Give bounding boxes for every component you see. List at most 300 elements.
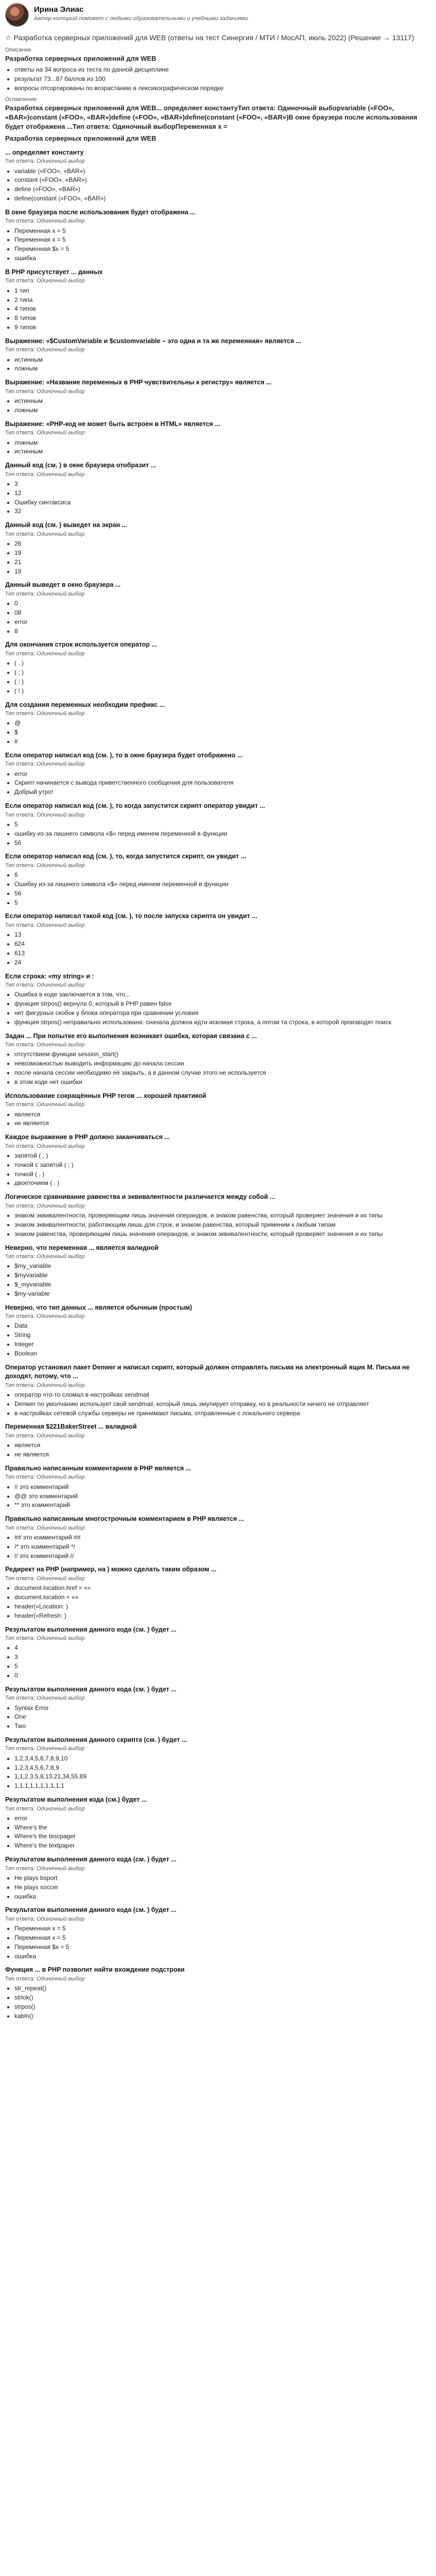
answer-type-value: Одиночный выбор [36, 347, 85, 353]
answer-option: • Syntax Error [14, 1704, 431, 1713]
question-title: Если оператор написал код (см. ), то в окне браузера будет отображено ... [5, 751, 243, 759]
answer-option: • Ошибку из-за лишнего символа «$» перед именем переменной в функции [14, 880, 431, 889]
answer-option: • 1 тип [14, 286, 431, 295]
answer-option: • ## это комментарий ## [14, 1533, 431, 1542]
description-list [5, 65, 431, 92]
answer-type [5, 710, 431, 718]
answer-option: • kabln() [14, 2012, 431, 2021]
answer-type-label: Тип ответа: [5, 1474, 37, 1481]
question-block [5, 1795, 431, 1850]
answer-type-value: Одиночный выбор [36, 650, 85, 657]
question-title: Неверно, что тип данных ... является обычным (простым) [5, 1303, 193, 1311]
answer-type [5, 1382, 431, 1389]
answer-option: • header(«Location: ) [14, 1602, 431, 1611]
answer-type-label: Тип ответа: [5, 1313, 37, 1320]
answer-type-value: Одиночный выбор [36, 1635, 85, 1642]
answer-option: • 5 [14, 820, 431, 829]
answer-option: • Переменная $x = 5 [14, 245, 431, 253]
answer-type-value: Одиночный выбор [36, 1474, 85, 1481]
answer-option: • # [14, 737, 431, 746]
answer-option: • 08 [14, 608, 431, 617]
answer-type-label: Тип ответа: [5, 1575, 37, 1582]
author-bio: Автор который поможет с любыми образовательными и учебными заданиями [34, 15, 248, 22]
answer-type [5, 1865, 431, 1873]
answer-type-value: Одиночный выбор [36, 1695, 85, 1702]
author-info [34, 3, 248, 23]
answer-option: • точкой ( . ) [14, 1170, 431, 1179]
answer-type-label: Тип ответа: [5, 1202, 37, 1209]
answer-type [5, 1313, 431, 1320]
answer-option: • error [14, 1814, 431, 1823]
question-block [5, 1685, 431, 1731]
answer-option: • 1,1,1,1,1,1,1,1,1,1 [14, 1782, 431, 1790]
answer-type-label: Тип ответа: [5, 1865, 37, 1872]
description-item: • результат 73...87 баллов из 100 [14, 75, 431, 83]
answer-type-label: Тип ответа: [5, 158, 37, 165]
answer-option: • /* это комментарий */ [14, 1543, 431, 1551]
answer-options [5, 1874, 431, 1901]
question-title: В PHP присутствует ... данных [5, 268, 103, 276]
answer-option: • функция strpos() неправильно использована: сначала должна идти искомая строка, а потом та строка, в которой производят поиск [14, 1018, 431, 1027]
answer-type [5, 531, 431, 538]
answer-option: • Ошибка в коде заключается в том, что... [14, 990, 431, 999]
answer-options [5, 1533, 431, 1560]
answer-type [5, 388, 431, 396]
answer-option: • является [14, 1110, 431, 1119]
answer-options [5, 1321, 431, 1358]
answer-option: • в этом коде нет ошибки [14, 1078, 431, 1087]
answer-option: • ** это комментарий [14, 1501, 431, 1510]
answer-option: • String [14, 1331, 431, 1340]
question-title: Данный выведет в окно браузера ... [5, 581, 121, 589]
question-block [5, 148, 431, 203]
answer-type-value: Одиночный выбор [36, 218, 85, 225]
answer-type-value: Одиночный выбор [36, 761, 85, 768]
answer-type [5, 1432, 431, 1440]
answer-type-value: Одиночный выбор [36, 1432, 85, 1439]
answer-option: • 13 [14, 930, 431, 939]
answer-option: • define(constant («FOO», «BAR») [14, 194, 431, 203]
answer-option: • истинным [14, 447, 431, 456]
question-title: Использование сокращённых PHP тегов ... хорошей практикой [5, 1092, 206, 1099]
answer-type [5, 862, 431, 870]
answer-options [5, 1483, 431, 1510]
question-title: Результатом выполнения данного кода (см. ) будет ... [5, 1906, 177, 1914]
question-title: Результатом выполнения данного кода (см. ) будет ... [5, 1685, 177, 1693]
answer-options [5, 1441, 431, 1459]
answer-option: • 8 [14, 627, 431, 636]
answer-options [5, 539, 431, 575]
answer-type [5, 471, 431, 479]
answer-type [5, 981, 431, 989]
toc-text: Разработка серверных приложений для WEB... определяет константуТип ответа: Одиночный выборvariable («FOO», «BAR»)constant («FOO», «BAR»)define («FOO», «BAR»)define(constant («FOO», «BAR»)В окне браузера после использования будет отображена ...Тип ответа: Одиночный выборПеременная x = [5, 104, 417, 131]
question-title: Задан ... При попытке его выполнения возникает ошибка, которая связана с ... [5, 1032, 257, 1040]
answer-type-label: Тип ответа: [5, 922, 37, 928]
question-title: ... определяет константу [5, 148, 84, 156]
answer-option: • Data [14, 1321, 431, 1330]
answer-option: • constant («FOO», «BAR») [14, 176, 431, 184]
answer-option: • ложным [14, 438, 431, 447]
answer-option: • ( : ) [14, 677, 431, 686]
answer-type [5, 1805, 431, 1813]
answer-options [5, 480, 431, 516]
question-block [5, 1736, 431, 1790]
answer-option: • One [14, 1713, 431, 1721]
answer-option: • 4 типов [14, 304, 431, 313]
answer-option: • strpos() [14, 2003, 431, 2011]
answer-option: • He plays soccer [14, 1883, 431, 1892]
question-title: Если оператор написал такой код (см. ), то после запуска скрипта он увидит ... [5, 912, 257, 920]
answer-option: • отсутствием функции session_start() [14, 1050, 431, 1059]
answer-type-value: Одиночный выбор [36, 1916, 85, 1922]
answer-option: • истинным [14, 397, 431, 405]
answer-type-value: Одиночный выбор [36, 590, 85, 597]
question-title: Выражение: «PHP-код не может быть встроен в HTML» является ... [5, 420, 220, 428]
answer-type [5, 1694, 431, 1702]
answer-type-label: Тип ответа: [5, 1382, 37, 1388]
answer-type-label: Тип ответа: [5, 1042, 37, 1048]
answer-options [5, 1704, 431, 1731]
question-title: Если оператор написал код (см. ), то, когда запустится скрипт, он увидит ... [5, 853, 247, 860]
answer-type-value: Одиночный выбор [36, 862, 85, 869]
answer-option: • знаком эквивалентности, проверяющим лишь значения операндов, и знаком равенства, который проверяет значения и их типы [14, 1211, 431, 1220]
answer-option: • header(«Refresh: ) [14, 1612, 431, 1620]
answer-type-label: Тип ответа: [5, 862, 37, 869]
question-block [5, 420, 431, 456]
answer-type [5, 217, 431, 225]
answer-option: • 4 [14, 1643, 431, 1652]
answer-options [5, 659, 431, 695]
answer-type [5, 590, 431, 598]
answer-option: • оператор что-то сломал в настройках sendmail [14, 1391, 431, 1399]
answer-option: • $my_variable [14, 1262, 431, 1270]
document-title: ☆ Разработка серверных приложений для WEB (ответы на тест Синергия / МТИ / МосАП, июль 2022) (Решение → 13117) [5, 33, 414, 42]
question-title: Редирект на PHP (например, на ) можно сделать таким образом ... [5, 1566, 217, 1573]
question-title: Результатом выполнения кода (см.) будет ... [5, 1796, 147, 1803]
question-title: Правильно написанным многострочным комментарием в PHP является ... [5, 1515, 245, 1523]
description-item: • ответы на 34 вопроса из теста по данной дисциплине [14, 65, 431, 74]
question-title: Данный код (см. ) выведет на экран ... [5, 521, 128, 529]
question-title: Неверно, что переменная ... является валидной [5, 1244, 159, 1251]
answer-type-value: Одиночный выбор [36, 1101, 85, 1108]
answer-option: • error [14, 618, 431, 626]
answer-type [5, 1253, 431, 1261]
answer-type-label: Тип ответа: [5, 1695, 37, 1702]
answer-type [5, 158, 431, 165]
question-block [5, 521, 431, 575]
answer-option: • знаком равенства, проверяющим лишь значения операндов, и знаком эквивалентности, который проверяет значения и их типы [14, 1230, 431, 1239]
answer-type-value: Одиночный выбор [36, 1575, 85, 1582]
answer-option: • является [14, 1441, 431, 1450]
answer-type [5, 1143, 431, 1150]
answer-option: • 32 [14, 507, 431, 516]
question-title: Для создания переменных необходим префикс ... [5, 701, 165, 708]
question-block [5, 1363, 431, 1418]
answer-option: • // это комментарий // [14, 1552, 431, 1561]
answer-options [5, 990, 431, 1026]
answer-option: • Переменная $x = 5 [14, 1943, 431, 1952]
answer-option: • не является [14, 1450, 431, 1459]
question-title: Функция ... в PHP позволит найти вхождение подстроки [5, 1966, 185, 1974]
answer-type-label: Тип ответа: [5, 1524, 37, 1531]
answer-options [5, 820, 431, 847]
answer-option: • 9 типов [14, 323, 431, 332]
answer-option: • $myvariable [14, 1271, 431, 1280]
answer-option: • 24 [14, 958, 431, 967]
answer-type-value: Одиночный выбор [36, 922, 85, 928]
answer-type-label: Тип ответа: [5, 347, 37, 353]
description-title: Разработка серверных приложений для WEB [5, 54, 156, 62]
question-block [5, 1965, 431, 2020]
answer-option: • 3 [14, 1653, 431, 1662]
question-block [5, 1193, 431, 1238]
answer-option: • ложным [14, 364, 431, 373]
answer-option: • 5 [14, 1662, 431, 1671]
answer-options [5, 599, 431, 635]
answer-options [5, 1814, 431, 1850]
question-title: В окне браузера после использования будет отображена ... [5, 208, 196, 216]
answer-option: • двоеточием ( : ) [14, 1179, 431, 1188]
answer-options [5, 1984, 431, 2020]
answer-type-label: Тип ответа: [5, 982, 37, 988]
answer-option: • 613 [14, 949, 431, 958]
question-block [5, 581, 431, 635]
question-block [5, 751, 431, 796]
answer-type-label: Тип ответа: [5, 650, 37, 657]
answer-type [5, 1041, 431, 1049]
answer-options [5, 1924, 431, 1960]
answer-type-label: Тип ответа: [5, 1143, 37, 1149]
answer-option: • Denwer по умолчанию использует свой sendmail, который лишь эмулирует отправку, но в реальности ничего не отправляет [14, 1400, 431, 1409]
answer-option: • ( ; ) [14, 668, 431, 677]
question-block [5, 268, 431, 332]
answer-type-value: Одиночный выбор [36, 1253, 85, 1260]
answer-type-value: Одиночный выбор [36, 430, 85, 436]
question-title: Для окончания строк используется оператор ... [5, 641, 157, 649]
answer-option: • нет фигурных скобок у блока оператора при сравнении условия [14, 1009, 431, 1018]
answer-option: • Ошибку синтаксиса [14, 498, 431, 507]
answer-type [5, 429, 431, 437]
answer-option: • ложным [14, 406, 431, 415]
question-title: Переменная $221BakerStreet ... валидной [5, 1423, 137, 1431]
answer-type [5, 1202, 431, 1210]
answer-type-label: Тип ответа: [5, 1635, 37, 1642]
question-block [5, 208, 431, 263]
answer-type-value: Одиночный выбор [36, 1975, 85, 1982]
question-title: Результатом выполнения данного кода (см. ) будет ... [5, 1625, 177, 1633]
question-title: Логическое сравнивание равенства и эквивалентности различается между собой ... [5, 1193, 275, 1201]
question-title: Выражение: «$CustomVariable и $customvariable – это одна и та же переменная» является ... [5, 337, 302, 345]
answer-option: • функция strpos() вернула 0, который в PHP равен false [14, 999, 431, 1008]
answer-type [5, 811, 431, 819]
answer-type-label: Тип ответа: [5, 710, 37, 717]
answer-option: • document.location = «» [14, 1593, 431, 1602]
answer-option: • 1,1,2,3,5,8,13,21,34,55,89 [14, 1772, 431, 1781]
answer-option: • Скрипт начинается с вывода приветственного сообщения для пользователя [14, 778, 431, 787]
answer-option: • ( ! ) [14, 687, 431, 696]
answer-type-value: Одиночный выбор [36, 158, 85, 165]
answer-type [5, 277, 431, 285]
answer-option: • 2 типа [14, 296, 431, 304]
answer-type-value: Одиночный выбор [36, 710, 85, 717]
answer-type-value: Одиночный выбор [36, 278, 85, 284]
question-block [5, 972, 431, 1027]
answer-type-value: Одиночный выбор [36, 1524, 85, 1531]
answer-type-value: Одиночный выбор [36, 1202, 85, 1209]
answer-option: • @@ это комментарий [14, 1492, 431, 1501]
answer-type-label: Тип ответа: [5, 531, 37, 537]
answer-option: • не является [14, 1119, 431, 1128]
answer-option: • @ [14, 719, 431, 727]
answer-options [5, 286, 431, 332]
answer-type-label: Тип ответа: [5, 1101, 37, 1108]
answer-option: • 0 [14, 1671, 431, 1680]
question-title: Если оператор написал код (см. ), то когда запустится скрипт оператор увидит ... [5, 802, 265, 810]
answer-option: • Переменная x = 5 [14, 1934, 431, 1942]
answer-option: • variable («FOO», «BAR») [14, 167, 431, 176]
question-title: Выражение: «Название переменных в PHP чувствительны к регистру» является ... [5, 379, 272, 386]
answer-option: • Where's the textpaper [14, 1841, 431, 1850]
answer-type-label: Тип ответа: [5, 1916, 37, 1922]
answer-type-value: Одиночный выбор [36, 471, 85, 478]
question-block [5, 1464, 431, 1510]
answer-options [5, 397, 431, 415]
question-block [5, 1855, 431, 1901]
answer-type-value: Одиночный выбор [36, 531, 85, 537]
answer-type-value: Одиночный выбор [36, 811, 85, 818]
answer-options [5, 1754, 431, 1790]
answer-type-value: Одиночный выбор [36, 1745, 85, 1752]
answer-option: • запятой ( , ) [14, 1151, 431, 1160]
answer-option: • невозможностью выводить информацию до начала сессии [14, 1059, 431, 1068]
question-block [5, 1303, 431, 1358]
answer-option: • Where's the [14, 1823, 431, 1832]
answer-option: • 12 [14, 489, 431, 498]
answer-options [5, 770, 431, 796]
answer-options [5, 1110, 431, 1128]
answer-type-label: Тип ответа: [5, 218, 37, 225]
question-block [5, 802, 431, 847]
answer-option: • Two [14, 1722, 431, 1731]
question-block [5, 1244, 431, 1298]
answer-option: • 1,2,3,4,5,6,7,8,9,10 [14, 1754, 431, 1763]
answer-options [5, 227, 431, 263]
answer-option: • 56 [14, 839, 431, 848]
author-header [5, 3, 431, 30]
answer-options [5, 1211, 431, 1238]
answer-options [5, 167, 431, 203]
answer-type [5, 1975, 431, 1983]
answer-type [5, 346, 431, 354]
answer-option: • после начала сессии необходимо её закрыть, а в данном случае этого не используется [14, 1069, 431, 1077]
answer-option: • ошибку из-за лишнего символа «$» перед именем переменной в функции [14, 829, 431, 838]
answer-type-label: Тип ответа: [5, 1975, 37, 1982]
answer-options [5, 719, 431, 745]
toc-tail: Разработка серверных приложений для WEB [5, 134, 156, 142]
answer-type [5, 1473, 431, 1481]
answer-type-label: Тип ответа: [5, 471, 37, 478]
answer-option: • 26 [14, 539, 431, 548]
answer-type-label: Тип ответа: [5, 590, 37, 597]
question-block [5, 1133, 431, 1188]
question-block [5, 852, 431, 907]
answer-option: • ошибка [14, 254, 431, 263]
answer-type-value: Одиночный выбор [36, 1042, 85, 1048]
answer-option: • 21 [14, 558, 431, 567]
question-title: Результатом выполнения данного кода (см. ) будет ... [5, 1856, 177, 1863]
toc-label: Оглавление [5, 96, 37, 103]
answer-type-value: Одиночный выбор [36, 1865, 85, 1872]
author-name[interactable]: Ирина Элиас [34, 5, 84, 14]
question-block [5, 461, 431, 516]
answer-option: • $my-variable [14, 1290, 431, 1298]
question-block [5, 1515, 431, 1560]
answer-option: • Переменная x = 5 [14, 227, 431, 235]
answer-type [5, 1101, 431, 1109]
question-title: Каждое выражение в PHP должно заканчиваться ... [5, 1133, 170, 1141]
answer-option: • 56 [14, 889, 431, 898]
answer-options [5, 1391, 431, 1417]
question-block [5, 912, 431, 967]
answer-type [5, 1575, 431, 1583]
question-title: Результатом выполнения данного скрипта (см. ) будет ... [5, 1736, 187, 1743]
answer-option: • define («FOO», «BAR») [14, 185, 431, 194]
answer-type-value: Одиночный выбор [36, 1382, 85, 1388]
answer-option: • // это комментарий [14, 1483, 431, 1492]
answer-options [5, 355, 431, 374]
answer-option: • в настройках сетевой службы серверы не принимают письма, отправленные с локального сервера [14, 1409, 431, 1418]
answer-option: • знаком эквивалентности, работающим лишь для строк, и знаком равенства, который применим к любым типам [14, 1221, 431, 1229]
answer-type-label: Тип ответа: [5, 388, 37, 395]
answer-type [5, 650, 431, 658]
answer-options [5, 1262, 431, 1298]
question-block [5, 378, 431, 414]
answer-option: • document.location.href = «» [14, 1584, 431, 1592]
question-block [5, 1565, 431, 1620]
question-block [5, 1906, 431, 1960]
answer-type [5, 760, 431, 768]
question-block [5, 640, 431, 695]
question-title: Если строка: «my string» и : [5, 972, 94, 980]
answer-option: • $_myvariable [14, 1280, 431, 1289]
answer-option: • 18 [14, 567, 431, 576]
author-avatar[interactable] [5, 3, 29, 27]
answer-type [5, 1635, 431, 1642]
answer-type-label: Тип ответа: [5, 811, 37, 818]
answer-option: • str_repeat() [14, 1984, 431, 1993]
answer-options [5, 871, 431, 907]
answer-options [5, 1643, 431, 1680]
answer-type-label: Тип ответа: [5, 1805, 37, 1812]
question-block [5, 701, 431, 746]
question-block [5, 337, 431, 373]
questions-list [5, 148, 431, 2021]
answer-type-value: Одиночный выбор [36, 982, 85, 988]
answer-option: • 0 [14, 599, 431, 608]
answer-option: • Добрый утро! [14, 788, 431, 796]
answer-option: • ошибка [14, 1952, 431, 1961]
answer-type-label: Тип ответа: [5, 1745, 37, 1752]
answer-option: • strlok() [14, 1993, 431, 2002]
answer-option: • 624 [14, 940, 431, 948]
answer-type-value: Одиночный выбор [36, 1805, 85, 1812]
answer-type [5, 1916, 431, 1923]
question-title: Оператор установил пакет Denwer и написал скрипт, который должен отправлять письма на электронный ящик М. Письма не доходят, потому, что ... [5, 1363, 410, 1380]
answer-option: • ошибка [14, 1892, 431, 1901]
answer-option: • Переменная x = 5 [14, 1924, 431, 1933]
answer-type [5, 922, 431, 929]
answer-option: • Переменная x = 5 [14, 235, 431, 244]
